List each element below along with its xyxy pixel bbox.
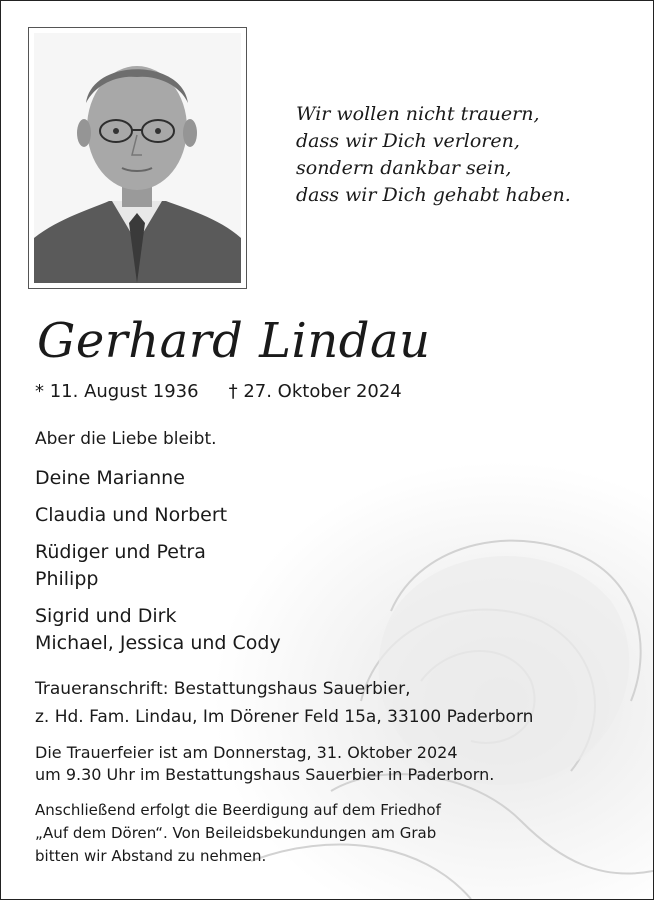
address-line: Traueranschrift: Bestattungshaus Sauerbier, bbox=[35, 679, 411, 699]
poem-line: dass wir Dich gehabt haben. bbox=[296, 184, 571, 206]
mourner-line: Philipp bbox=[35, 568, 99, 590]
address-line: z. Hd. Fam. Lindau, Im Dörener Feld 15a, 33100 Paderborn bbox=[35, 707, 534, 727]
service-line: Die Trauerfeier ist am Donnerstag, 31. Oktober 2024 bbox=[35, 743, 458, 762]
mourner-line: Claudia und Norbert bbox=[35, 504, 228, 526]
burial-line: Anschließend erfolgt die Beerdigung auf dem Friedhof bbox=[35, 801, 441, 819]
life-dates bbox=[35, 381, 402, 402]
poem bbox=[296, 101, 636, 209]
poem-line: dass wir Dich verloren, bbox=[296, 130, 520, 152]
mourner-line: Michael, Jessica und Cody bbox=[35, 632, 281, 654]
poem-line: sondern dankbar sein, bbox=[296, 157, 512, 179]
motto: Aber die Liebe bleibt. bbox=[35, 429, 217, 449]
birth-date: * 11. August 1936 bbox=[35, 381, 199, 402]
service-line: um 9.30 Uhr im Bestattungshaus Sauerbier in Paderborn. bbox=[35, 765, 495, 784]
portrait-photo bbox=[28, 27, 247, 289]
poem-line: Wir wollen nicht trauern, bbox=[296, 103, 540, 125]
burial-line: bitten wir Abstand zu nehmen. bbox=[35, 847, 267, 865]
deceased-name: Gerhard Lindau bbox=[37, 313, 431, 369]
burial-line: „Auf dem Dören“. Von Beileidsbekundungen am Grab bbox=[35, 824, 437, 842]
mourner-line: Sigrid und Dirk bbox=[35, 605, 177, 627]
mourner-line: Deine Marianne bbox=[35, 467, 185, 489]
death-date: † 27. Oktober 2024 bbox=[228, 381, 402, 402]
mourner-line: Rüdiger und Petra bbox=[35, 541, 206, 563]
